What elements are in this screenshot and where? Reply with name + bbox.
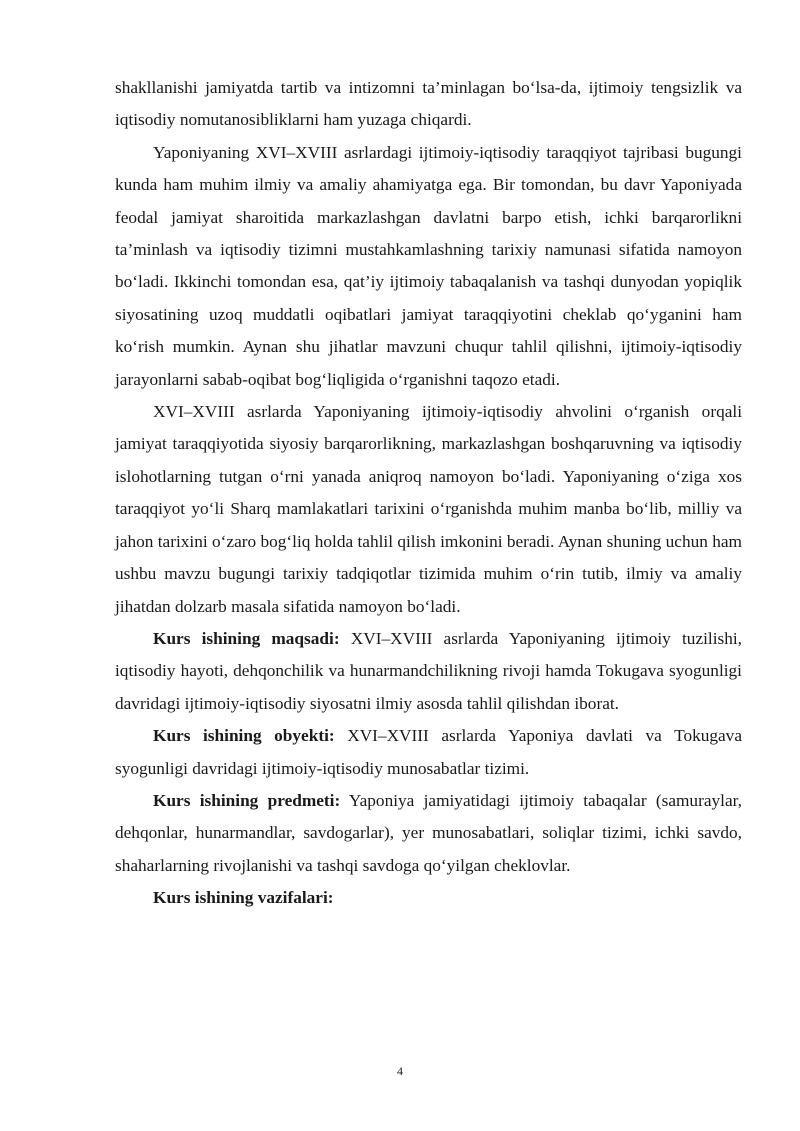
paragraph-subject	[115, 785, 742, 882]
object-text: XVI–XVIII asrlarda Yaponiya davlati va Tokugava syogunligi davridagi ijtimoiy-iqtisodiy munosabatlar tizimi.	[115, 726, 742, 778]
paragraph-goal	[115, 623, 742, 720]
paragraph-continuation	[115, 72, 742, 137]
paragraph-tasks	[115, 882, 742, 914]
object-label: Kurs ishining obyekti:	[153, 726, 335, 746]
tasks-label: Kurs ishining vazifalari:	[153, 888, 334, 908]
goal-text: XVI–XVIII asrlarda Yaponiyaning ijtimoiy tuzilishi, iqtisodiy hayoti, dehqonchilik va hunarmandchilikning rivoji hamda Tokugava syogunligi davridagi ijtimoiy-iqtisodiy siyosatni ilmiy asosda tahlil qilishdan iborat.	[115, 628, 743, 713]
document-page	[115, 72, 742, 915]
page-number: 4	[397, 1064, 403, 1078]
paragraph-text: shakllanishi jamiyatda tartib va intizomni ta’minlagan bo‘lsa-da, ijtimoiy tengsizlik va iqtisodiy nomutanosibliklarni ham yuzaga chiqardi.	[115, 78, 742, 130]
goal-label: Kurs ishining maqsadi:	[153, 628, 340, 648]
paragraph-relevance	[115, 137, 742, 396]
subject-text: Yaponiya jamiyatidagi ijtimoiy tabaqalar (samuraylar, dehqonlar, hunarmandlar, savdogarlar), yer munosabatlari, soliqlar tizimi, ichki savdo, shaharlarning rivojlanishi va tashqi savdoga qo‘yilgan cheklovlar.	[115, 790, 742, 875]
subject-label: Kurs ishining predmeti:	[153, 790, 341, 810]
paragraph-object	[115, 720, 742, 785]
paragraph-text: XVI–XVIII asrlarda Yaponiyaning ijtimoiy-iqtisodiy ahvolini o‘rganish orqali jamiyat taraqqiyotida siyosiy barqarorlikning, markazlashgan boshqaruvning va iqtisodiy islohotlarning tutgan o‘rni yanada aniqroq namoyon bo‘ladi. Yaponiyaning o‘ziga xos taraqqiyot yo‘li Sharq mamlakatlari tarixini o‘rganishda muhim manba bo‘lib, milliy va jahon tarixini o‘zaro bog‘liq holda tahlil qilish imkonini beradi. Aynan shuning uchun ham ushbu mavzu bugungi tarixiy tadqiqotlar tizimida muhim o‘rin tutib, ilmiy va amaliy jihatdan dolzarb masala sifatida namoyon bo‘ladi.	[115, 402, 742, 616]
paragraph-significance	[115, 396, 742, 623]
paragraph-text: Yaponiyaning XVI–XVIII asrlardagi ijtimoiy-iqtisodiy taraqqiyot tajribasi bugungi kunda ham muhim ilmiy va amaliy ahamiyatga ega. Bir tomondan, bu davr Yaponiyada feodal jamiyat sharoitida markazlashgan davlatni barpo etish, ichki barqarorlikni ta’minlash va iqtisodiy tizimni mustahkamlashning tarixiy namunasi sifatida namoyon bo‘ladi. Ikkinchi tomondan esa, qat’iy ijtimoiy tabaqalanish va tashqi dunyodan yopiqlik siyosatining uzoq muddatli oqibatlari jamiyat taraqqiyotini cheklab qo‘yganini ham ko‘rish mumkin. Aynan shu jihatlar mavzuni chuqur tahlil qilishni, ijtimoiy-iqtisodiy jarayonlarni sabab-oqibat bog‘liqligida o‘rganishni taqozo etadi.	[115, 142, 742, 389]
